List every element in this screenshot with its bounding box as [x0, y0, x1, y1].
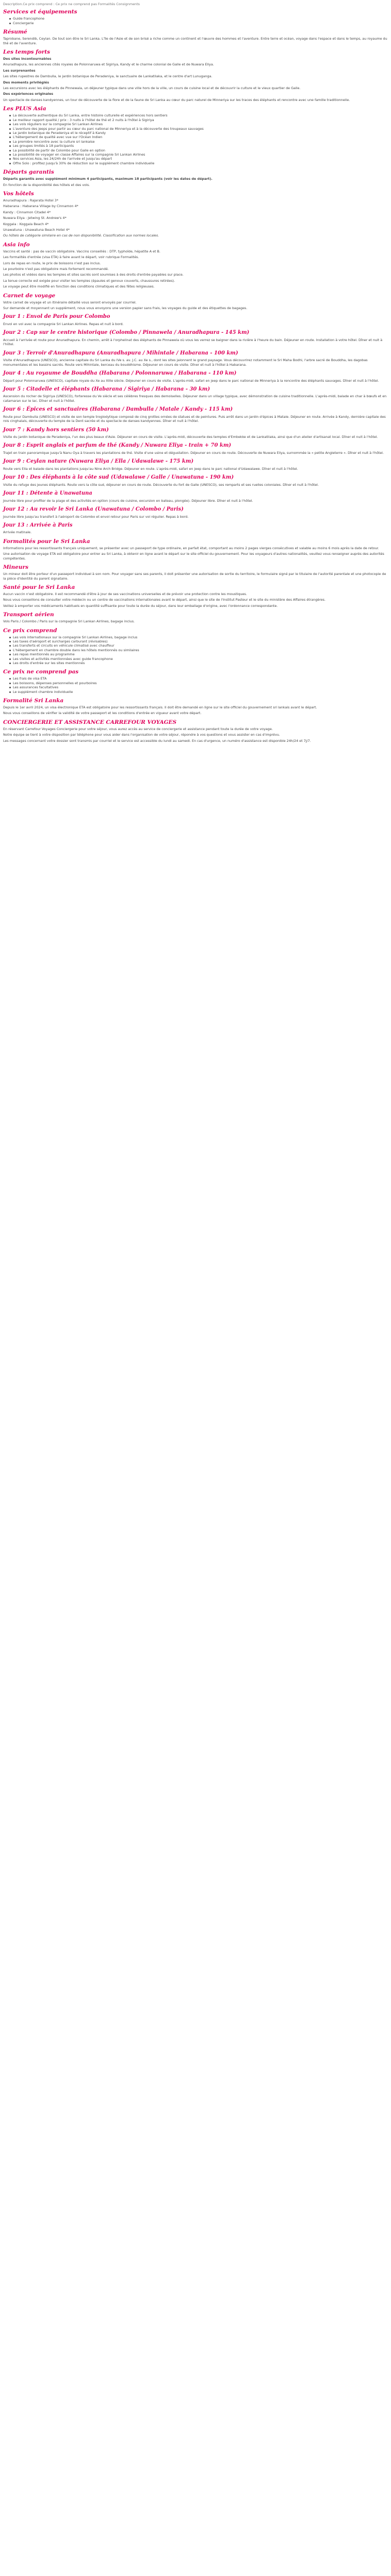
day-title: Jour 6 : Épices et sanctuaires (Habarana / Dambulla / Matale / Kandy - 115 km) [3, 406, 233, 413]
list-item: Les groupes limités à 18 participants [9, 144, 388, 148]
exclus-title: Ce prix ne comprend pas [3, 669, 79, 675]
hotels-title: Vos hôtels [3, 190, 34, 197]
forts-text: Les excursions avec les éléphants de Pinnewala, un déjeuner typique dans une ville hors de la ville, un cours de cuisine local et de découvrir la culture et le vieux quartier de Galle. [3, 86, 301, 91]
services-list [9, 16, 388, 25]
inclus-list [9, 635, 388, 666]
sante-text: Nous vous conseillons de consulter votre médecin ou un centre de vaccinations internationales avant le départ, ainsi que le site de l'Institut Pasteur et le site du ministère des Affaires étrangères. [3, 598, 325, 602]
list-item: Les vols internationaux sur la compagnie Sri Lankan Airlines, bagage inclus [9, 635, 388, 639]
forts-text: Anuradhapura, les anciennes cités royales de Polonnaruwa et Sigiriya, Kandy et le charme colonial de Galle et de Nuwara Eliya. [3, 62, 214, 67]
list-item: Le pourboire n'est pas obligatoire mais fortement recommandé. [3, 267, 109, 272]
list-item: Anuradhapura : Rajarata Hotel 3* [3, 198, 59, 202]
list-item: Les photos et vidéos dans les temples et sites sacrés sont soumises à des droits d'entrée payables sur place. [3, 273, 184, 277]
list-item: La tenue correcte est exigée pour visiter les temples (épaules et genoux couverts, chaussures retirées). [3, 278, 175, 283]
carnet-title: Carnet de voyage [3, 292, 56, 299]
list-item: Koggala : Koggala Beach 4* [3, 222, 49, 226]
sante-title: Santé pour le Sri Lanka [3, 584, 75, 590]
list-item: La possibilité de voyager en classe Affaires sur la compagnie Sri Lankan Airlines [9, 152, 388, 157]
day-text: Visite du jardin botanique de Peradeniya, l'un des plus beaux d'Asie. Déjeuner en cours de visite. L'après-midi, découverte des temples d'Embekke et de Lankatilaka, ainsi que d'un atelier d'artisanat local. Dîner et nuit à l'hôtel. [3, 435, 378, 439]
formalite-sl-title: Formalité Sri Lanka [3, 698, 64, 704]
list-item: La première rencontre avec la culture sri lankaise [9, 140, 388, 144]
plus-list [9, 113, 388, 165]
day-title: Jour 12 : Au revoir le Sri Lanka (Unawatuna / Colombo / Paris) [3, 506, 184, 513]
list-item: Les vols réguliers sur la compagnie Sri Lankan Airlines [9, 122, 388, 126]
list-item: La possibilité de partir de Colombo pour Galle en option [9, 148, 388, 152]
forts-heading: Des moments privilégiés [3, 80, 50, 84]
day-text: Journée libre pour profiter de la plage et des activités en option (cours de cuisine, excursion en bateau, plongée). Déjeuner libre. Dîner et nuit à l'hôtel. [3, 498, 253, 503]
list-item: Les repas mentionnés au programme [9, 652, 388, 656]
list-item: Conciergerie [9, 21, 388, 25]
transport-title: Transport aérien [3, 612, 54, 618]
list-item: Le supplément chambre individuelle [9, 690, 388, 694]
list-item: L'hébergement de qualité avec vue sur l'Océan Indien [9, 135, 388, 139]
day-text: Envol en vol avec la compagnie Sri Lankan Airlines. Repas et nuit à bord. [3, 321, 124, 326]
plus-title: Les PLUS Asia [3, 106, 46, 112]
formalite-sl-text: Depuis le 1er avril 2024, un visa électronique ETA est obligatoire pour les ressortissants français. Il doit être demandé en ligne sur le site officiel du gouvernement sri lankais avant le départ. [3, 705, 317, 709]
forts-heading: Des sites incontournables [3, 57, 52, 61]
day-text: Ascension du rocher de Sigiriya (UNESCO), forteresse du Ve siècle et ses célèbres fresques des demoiselles. Déjeuner dans un village typique, avec démonstration de cuisine traditionnelle. L'après-midi, balade en char à bœufs et en catamaran sur le lac. Dîner et nuit à l'hôtel. [3, 394, 387, 403]
forts-heading: Des expériences originales [3, 92, 54, 96]
sante-text: Aucun vaccin n'est obligatoire. Il est recommandé d'être à jour de ses vaccinations universelles et de prévoir une protection contre les moustiques. [3, 591, 247, 596]
formalite-sl-text: Nous vous conseillons de vérifier la validité de votre passeport et les conditions d'entrée en vigueur avant votre départ. [3, 711, 202, 716]
conciergerie-text: Notre équipe se tient à votre disposition par téléphone pour vous aider dans l'organisation de votre séjour, répondre à vos questions et vous assister en cas d'imprévu. [3, 733, 280, 737]
day-title: Jour 10 : Des éléphants à la côte sud (Udawalawe / Galle / Unawatuna - 190 km) [3, 474, 234, 481]
list-item: L'aventure des jeeps pour partir au cœur du parc national de Minneriya et à la découverte des troupeaux sauvages [9, 127, 388, 131]
list-item: Lors de repas en route, le prix de boissons n'est pas inclus. [3, 261, 101, 265]
list-item: Nuwara Eliya : Jetwing St. Andrew's 4* [3, 216, 67, 221]
day-text: Trajet en train panoramique jusqu'à Nanu Oya à travers les plantations de thé. Visite d'une usine et dégustation. Déjeuner en cours de route. Découverte de Nuwara Eliya, surnommée la « petite Angleterre ». Dîner et nuit à l'hôtel. [3, 450, 384, 455]
exclus-list [9, 676, 388, 694]
hotels-note: Ou hôtels de catégorie similaire en cas de non disponibilité. Classification aux normes locales. [3, 233, 159, 238]
list-item: Le jardin botanique de Peradeniya et le réceptif à Kandy [9, 131, 388, 135]
day-title: Jour 2 : Cap sur le centre historique (Colombo / Pinnawela / Anuradhapura - 145 km) [3, 330, 250, 336]
forts-heading: Les surprenantes [3, 68, 36, 73]
list-item: Les transferts et circuits en véhicule climatisé avec chauffeur [9, 643, 388, 648]
list-item: Nos services Asia, les 24/24h de l'arrivée et jusqu'au départ [9, 157, 388, 161]
departs-title: Départs garantis [3, 169, 54, 176]
list-item: Les taxes d'aéroport et surcharges carburant (révisables) [9, 639, 388, 643]
day-title: Jour 13 : Arrivée à Paris [3, 522, 73, 528]
list-item: La découverte authentique du Sri Lanka, entre histoire culturelle et expériences hors sentiers [9, 113, 388, 117]
list-item: Le voyage peut être modifié en fonction des conditions climatiques et des fêtes religieuses. [3, 284, 155, 289]
list-item: Offre Solo : profitez jusqu'à 30% de réduction sur le supplément chambre individuelle [9, 161, 388, 165]
day-title: Jour 8 : Esprit anglais et parfum de thé (Kandy / Nuwara Eliya - train + 70 km) [3, 443, 232, 449]
formalites-text: Une autorisation de voyage ETA est obligatoire pour entrer au Sri Lanka, à obtenir en ligne avant le départ sur le site officiel du gouvernement. Pour les voyageurs d'autres nationalités, veuillez vous renseigner auprès des autorités compétentes. [3, 552, 384, 561]
list-item: L'hébergement en chambre double dans les hôtels mentionnés ou similaires [9, 648, 388, 652]
day-title: Jour 11 : Détente à Unawatuna [3, 490, 92, 497]
day-text: Visite d'Anuradhapura (UNESCO), ancienne capitale du Sri Lanka du IVe s. av. J.C. au Xe s., dont les sites jalonnent le grand paysage. Vous découvrirez notamment le Sri Maha Bodhi, l'arbre sacré de Bouddha, les dagobas monumentales et les bassins sacrés. Route vers Mihintale, berceau du bouddhisme. Déjeuner en cours de visite. Dîner et nuit à l'hôtel à Habarana. [3, 358, 368, 367]
transport-text: Vols Paris / Colombo / Paris sur la compagnie Sri Lankan Airlines, bagage inclus. [3, 619, 135, 624]
conciergerie-text: En réservant Carrefour Voyages Conciergerie pour votre séjour, vous aurez accès au service de conciergerie et assistance pendant toute la durée de votre voyage. [3, 726, 273, 731]
day-title: Jour 3 : Terroir d'Anuradhapura (Anuradhapura / Mihintale / Habarana - 100 km) [3, 350, 238, 356]
infos-title: Asia info [3, 241, 30, 248]
day-text: Visite du refuge des jeunes éléphants. Route vers la côte sud, déjeuner en cours de route. Découverte du fort de Galle (UNESCO), ses remparts et ses ruelles coloniales. Dîner et nuit à l'hôtel. [3, 482, 319, 487]
day-text: Arrivée matinale. [3, 530, 32, 535]
list-item: Les droits d'entrée sur les sites mentionnés [9, 661, 388, 665]
header-line: Description.Ce prix comprend : Ce prix ne comprend pas Formalités Consignments [3, 2, 140, 6]
inclus-title: Ce prix comprend [3, 627, 57, 634]
day-text: Route pour Dambulla (UNESCO) et visite de son temple troglodytique composé de cinq grottes ornées de statues et de peintures. Puis arrêt dans un jardin d'épices à Matale. Déjeuner en route. Arrivée à Kandy, dernière capitale des rois cinghalais, découverte du temple de la Dent sacrée et du spectacle de danses kandyennes. Dîner et nuit à l'hôtel. [3, 414, 386, 423]
resume-title: Résumé [3, 29, 27, 36]
list-item: Habarana : Habarana Village by Cinnamon 4* [3, 204, 78, 209]
carnet-text: Votre carnet de voyage et un itinéraire détaillé vous seront envoyés par courriel. [3, 300, 137, 304]
list-item: Les frais de visa ETA [9, 676, 388, 681]
list-item: Le meilleur rapport qualité / prix : 3 nuits à l'hôtel de thé et 2 nuits à l'hôtel à Sigiriya [9, 118, 388, 122]
conciergerie-text: Les messages concernant votre dossier sont transmis par courriel et le service est accessible du lundi au samedi. En cas d'urgence, un numéro d'assistance est disponible 24h/24 et 7j/7. [3, 738, 311, 743]
list-item: Les formalités d'entrée (visa ETA) à faire avant le départ, voir rubrique Formalités. [3, 255, 139, 260]
day-title: Jour 4 : Au royaume de Bouddha (Habarana / Polonnaruwa / Habarana - 110 km) [3, 370, 237, 376]
list-item: Les visites et activités mentionnées avec guide francophone [9, 657, 388, 661]
infos-list [3, 249, 388, 289]
departs-note: En fonction de la disponibilité des hôtels et des vols. [3, 182, 90, 187]
list-item: Les assurances facultatives [9, 685, 388, 689]
departs-text: Départs garantis avec supplément minimum 4 participants, maximum 18 participants (voir les dates de départ). [3, 177, 213, 181]
formalites-text: Informations pour les ressortissants français uniquement, se présenter avec un passeport de type ordinaire, en parfait état, comportant au moins 2 pages vierges consécutives et valable au moins 6 mois après la date de retour. [3, 546, 379, 550]
resume-text: Taprobane, Serendib, Ceylan. De tout son être le Sri Lanka. L'île de l'Asie et de son brisé a riche comme un continent et l'œuvre des hommes et l'aventure. Entre terre et océan, voyage dans l'espace et dans le temps, au royaume du thé et de l'aventure. [3, 37, 387, 45]
hotels-list [3, 198, 388, 238]
list-item: Kandy : Cinnamon Citadel 4* [3, 210, 51, 214]
itinerary [3, 314, 388, 534]
forts-text: Les sites rupestres de Dambulla, le jardin botanique de Peradeniya, le sanctuaire de Lankatilaka, et le centre d'art Lunuganga. [3, 74, 213, 79]
list-item: Unawatuna : Unawatuna Beach Hotel 4* [3, 228, 70, 232]
formalites-title: Formalités pour le Sri Lanka [3, 538, 90, 545]
day-text: Départ pour Polonnaruwa (UNESCO), capitale royale du Xe au XIIIe siècle. Déjeuner en cours de visite. L'après-midi, safari en jeep dans le parc national de Minneriya à la rencontre des éléphants sauvages. Dîner et nuit à l'hôtel. [3, 378, 379, 383]
list-item: Les boissons, dépenses personnelles et pourboires [9, 681, 388, 685]
conciergerie-title: CONCIERGERIE ET ASSISTANCE CARREFOUR VOYAGES [3, 719, 177, 725]
services-title: Services et équipements [3, 9, 77, 15]
day-text: Journée libre jusqu'au transfert à l'aéroport de Colombo et envol retour pour Paris sur vol régulier. Repas à bord. [3, 514, 189, 519]
day-text: Accueil à l'arrivée et route pour Anuradhapura. En chemin, arrêt à l'orphelinat des éléphants de Pinnawela où vous les verrez se baigner dans la rivière à l'heure du bain. Déjeuner en route. Installation à votre hôtel. Dîner et nuit à l'hôtel. [3, 337, 383, 347]
day-title: Jour 7 : Kandy hors sentiers (50 km) [3, 427, 109, 433]
list-item: Vaccins et santé : pas de vaccin obligatoire. Vaccins conseillés : DTP, typhoïde, hépatite A et B. [3, 249, 160, 253]
day-title: Jour 5 : Citadelle et éléphants (Habarana / Sigiriya / Habarana - 30 km) [3, 386, 210, 392]
mineurs-title: Mineurs [3, 564, 29, 571]
day-text: Route vers Ella et balade dans les plantations jusqu'au Nine Arch Bridge. Déjeuner en route. L'après-midi, safari en jeep dans le parc national d'Udawalawe. Dîner et nuit à l'hôtel. [3, 466, 298, 471]
forts-text: Un spectacle de danses kandyennes, un tour de découverte de la flore et de la faune de Sri Lanka au cœur du parc naturel de Minneriya sur les traces des éléphants et rencontre avec une famille traditionnelle. [3, 97, 350, 102]
mineurs-text: Un mineur doit être porteur d'un passeport individuel à son nom. Pour voyager sans ses parents, il doit présenter une autorisation de sortie du territoire, le formulaire signé par le titulaire de l'autorité parentale et une photocopie de la pièce d'identité du parent signataire. [3, 572, 386, 581]
list-item: Guide francophone [9, 16, 388, 21]
sante-text: Veillez à emporter vos médicaments habituels en quantité suffisante pour toute la durée du séjour, dans leur emballage d'origine, avec l'ordonnance correspondante. [3, 603, 278, 608]
forts-title: Les temps forts [3, 49, 50, 56]
day-title: Jour 1 : Envol de Paris pour Colombo [3, 314, 110, 320]
forts-block [3, 57, 388, 102]
page [0, 0, 391, 743]
day-title: Jour 9 : Ceylan nature (Nuwara Eliya / Ella / Udawalawe - 175 km) [3, 459, 194, 465]
carnet-text: Sur demande et moyennant un supplément, nous vous envoyons une version papier sans frais, les voyages du guide et des étiquettes de bagages. [3, 306, 248, 311]
